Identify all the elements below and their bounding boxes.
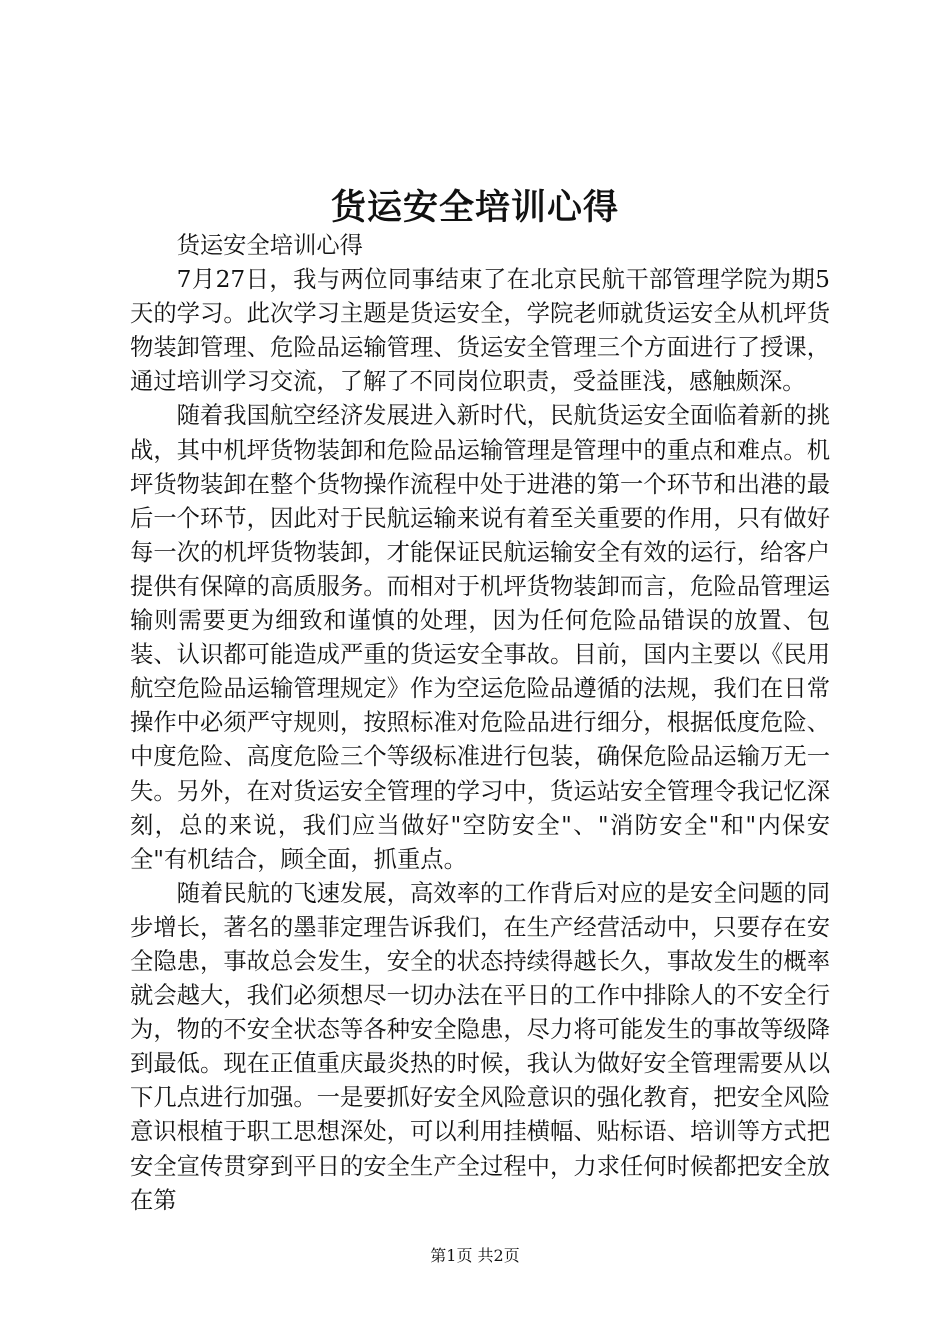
- paragraph-challenges: 随着我国航空经济发展进入新时代，民航货运安全面临着新的挑战，其中机坪货物装卸和危险品运输管理是管理中的重点和难点。机坪货物装卸在整个货物操作流程中处于进港的第一个环节和出港的最后一个环节，因此对于民航运输来说有着至关重要的作用，只有做好每一次的机坪货物装卸，才能保证民航运输安全有效的运行，给客户提供有保障的高质服务。而相对于机坪货物装卸而言，危险品管理运输则需要更为细致和谨慎的处理，因为任何危险品错误的放置、包装、认识都可能造成严重的货运安全事故。目前，国内主要以《民用航空危险品运输管理规定》作为空运危险品遵循的法规，我们在日常操作中必须严守规则，按照标准对危险品进行细分，根据低度危险、中度危险、高度危险三个等级标准进行包装，确保危险品运输万无一失。另外，在对货运安全管理的学习中，货运站安全管理令我记忆深刻，总的来说，我们应当做好"空防安全"、"消防安全"和"内保安全"有机结合，顾全面，抓重点。: [130, 402, 830, 873]
- paragraph-intro: 7月27日，我与两位同事结束了在北京民航干部管理学院为期5天的学习。此次学习主题是货运安全，学院老师就货运安全从机坪货物装卸管理、危险品运输管理、货运安全管理三个方面进行了授课，通过培训学习交流，了解了不同岗位职责，受益匪浅，感触颇深。: [130, 266, 830, 396]
- page-number-footer: 第1页 共2页: [430, 1246, 520, 1265]
- document-title: 货运安全培训心得: [330, 187, 619, 228]
- paragraph-subtitle: 货运安全培训心得: [176, 232, 363, 259]
- document-body: [130, 229, 830, 1218]
- paragraph-safety-management: 随着民航的飞速发展，高效率的工作背后对应的是安全问题的同步增长，著名的墨菲定理告诉我们，在生产经营活动中，只要存在安全隐患，事故总会发生，安全的状态持续得越长久，事故发生的概率就会越大，我们必须想尽一切办法在平日的工作中排除人的不安全行为，物的不安全状态等各种安全隐患，尽力将可能发生的事故等级降到最低。现在正值重庆最炎热的时候，我认为做好安全管理需要从以下几点进行加强。一是要抓好安全风险意识的强化教育，把安全风险意识根植于职工思想深处，可以利用挂横幅、贴标语、培训等方式把安全宣传贯穿到平日的安全生产全过程中，力求任何时候都把安全放在第: [130, 879, 830, 1214]
